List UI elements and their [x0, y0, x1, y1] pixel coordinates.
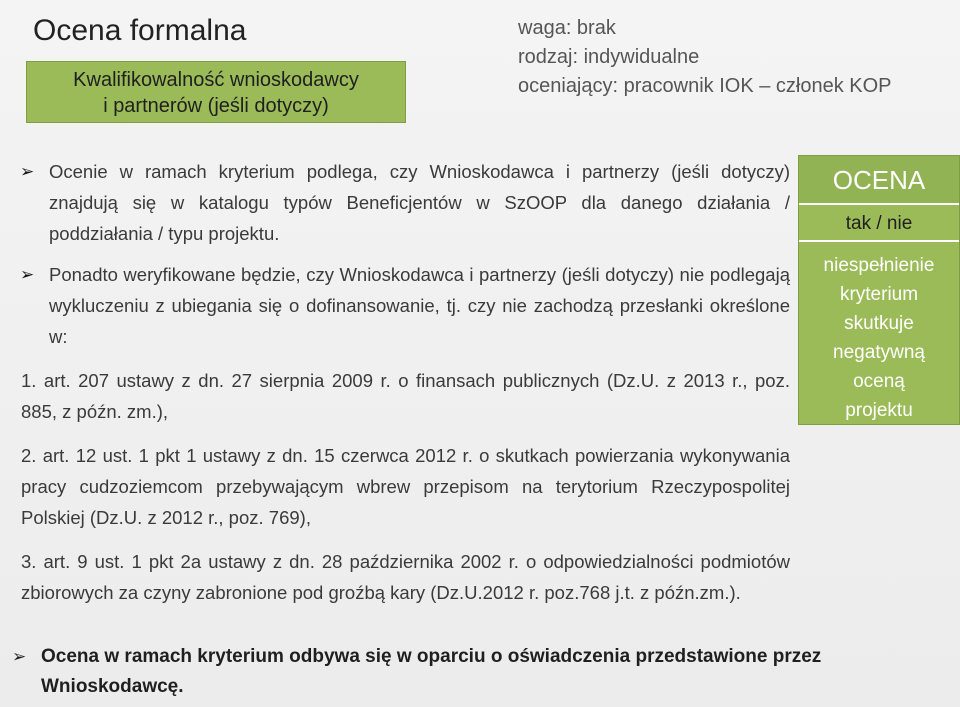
legal-basis-item-1: 1. art. 207 ustawy z dn. 27 sierpnia 2009 r. o finansach publicznych (Dz.U. z 2013 r., poz. 885, z późn. zm.), [21, 370, 790, 422]
meta-evaluator: oceniający: pracownik IOK – członek KOP [518, 75, 892, 97]
score-note-line: projektu [845, 400, 913, 421]
legal-basis-item-2: 2. art. 12 ust. 1 pkt 1 ustawy z dn. 15 czerwca 2012 r. o skutkach powierzania wykonywania pracy cudzoziemcom przebywającym wbrew przepisom na terytorium Rzeczypospolitej Polskiej (Dz.U. z 2012 r., poz. 769), [21, 445, 790, 528]
arrow-bullet-icon: ➢ [12, 647, 27, 666]
slide-title: Ocena formalna [33, 14, 247, 47]
score-note-line: skutkuje [844, 313, 914, 334]
legal-basis-item-3: 3. art. 9 ust. 1 pkt 2a ustawy z dn. 28 października 2002 r. o odpowiedzialności podmiotów zbiorowych za czyny zabronione pod groźbą kary (Dz.U.2012 r. poz.768 j.t. z późn.zm.). [21, 551, 790, 603]
bullet-text: Ocenie w ramach kryterium podlega, czy Wnioskodawca i partnerzy (jeśli dotyczy) znajdują się w katalogu typów Beneficjentów w SzOOP dla danego działania / poddziałania / typu projektu. [49, 161, 790, 244]
criterion-line-1: Kwalifikowalność wnioskodawcy [73, 69, 359, 91]
score-panel [798, 155, 960, 425]
arrow-bullet-icon: ➢ [20, 162, 35, 181]
score-note-line: negatywną [833, 342, 925, 363]
arrow-bullet-icon: ➢ [20, 265, 35, 284]
bullet-text: Ponadto weryfikowane będzie, czy Wnioskodawca i partnerzy (jeśli dotyczy) nie podlegają wykluczeniu z ubiegania się o dofinansowanie, tj. czy nie zachodzą przesłanki określone w: [49, 264, 790, 347]
score-note-line: niespełnienie [823, 255, 935, 276]
final-bullet-text: Ocena w ramach kryterium odbywa się w oparciu o oświadczenia przedstawione przez Wnioskodawcę. [41, 646, 822, 697]
criterion-meta [518, 14, 892, 101]
score-options: tak / nie [799, 205, 959, 242]
score-note-line: oceną [853, 371, 905, 392]
meta-type: rodzaj: indywidualne [518, 46, 700, 68]
meta-weight: waga: brak [518, 17, 616, 39]
bullet-item [18, 259, 790, 352]
criterion-title-box [26, 61, 406, 123]
criterion-line-2: i partnerów (jeśli dotyczy) [103, 95, 329, 117]
score-note-line: kryterium [839, 284, 919, 305]
score-header: OCENA [799, 156, 959, 205]
bullet-item [18, 156, 790, 249]
score-note [799, 242, 959, 425]
criterion-description [18, 156, 790, 608]
final-bullet [10, 642, 940, 702]
